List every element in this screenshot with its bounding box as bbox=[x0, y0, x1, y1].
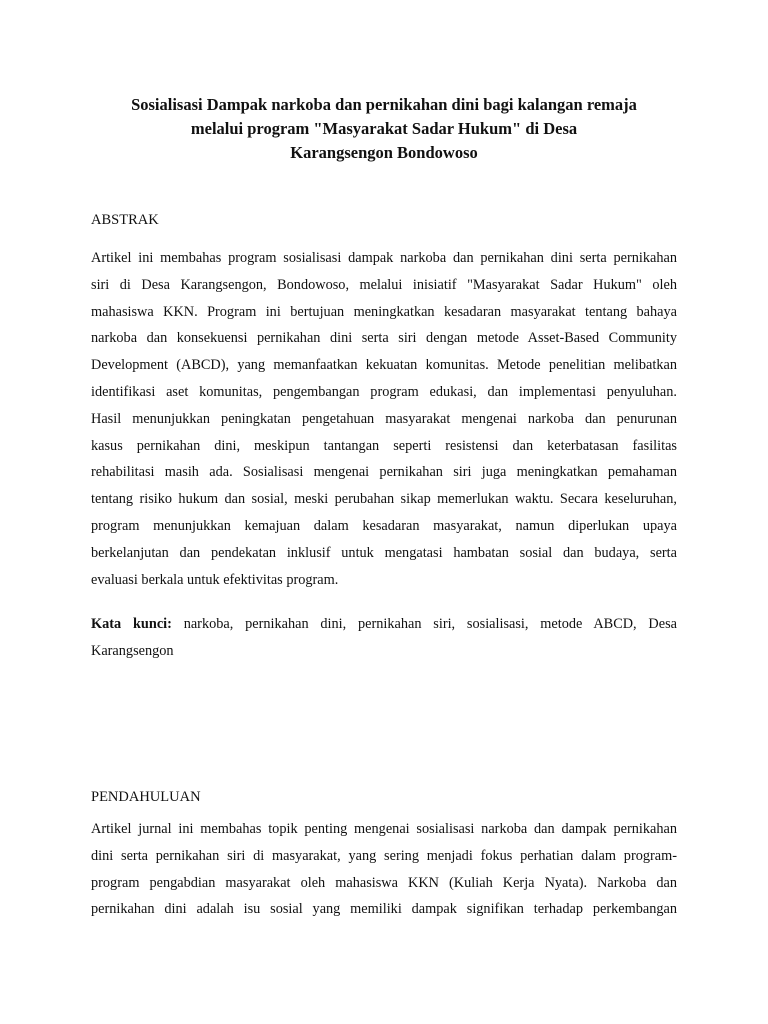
introduction-paragraph bbox=[91, 816, 677, 923]
abstract-line: rehabilitasi masih ada. Sosialisasi mengenai pernikahan siri juga meningkatkan pemahaman bbox=[91, 464, 677, 481]
introduction-line: dini serta pernikahan siri di masyarakat, yang sering menjadi fokus perhatian dalam program- bbox=[91, 847, 677, 864]
introduction-line: pernikahan dini adalah isu sosial yang memiliki dampak signifikan terhadap perkembangan bbox=[91, 901, 677, 918]
abstract-line: evaluasi berkala untuk efektivitas program. bbox=[91, 571, 339, 588]
abstract-line: tentang risiko hukum dan sosial, meski perubahan sikap memerlukan waktu. Secara keseluruhan, bbox=[91, 491, 677, 508]
abstract-line: Development (ABCD), yang memanfaatkan kekuatan komunitas. Metode penelitian melibatkan bbox=[91, 357, 677, 374]
keywords-line: Karangsengon bbox=[91, 642, 174, 659]
title-line: Karangsengon Bondowoso bbox=[290, 143, 478, 162]
abstract-line: program menunjukkan kemajuan dalam kesadaran masyarakat, namun diperlukan upaya bbox=[91, 517, 677, 534]
abstract-line: berkelanjutan dan pendekatan inklusif untuk mengatasi hambatan sosial dan budaya, serta bbox=[91, 544, 677, 561]
introduction-line: Artikel jurnal ini membahas topik penting mengenai sosialisasi narkoba dan dampak pernikahan bbox=[91, 821, 677, 837]
abstract-line: Artikel ini membahas program sosialisasi dampak narkoba dan pernikahan dini serta pernikahan bbox=[91, 250, 677, 266]
abstract-paragraph bbox=[91, 245, 677, 593]
document-title bbox=[90, 93, 678, 165]
abstract-heading: ABSTRAK bbox=[91, 212, 159, 228]
title-line: melalui program "Masyarakat Sadar Hukum" di Desa bbox=[190, 119, 578, 138]
abstract-line: mahasiswa KKN. Program ini bertujuan meningkatkan kesadaran masyarakat tentang bahaya bbox=[91, 303, 677, 320]
keywords-label: Kata kunci: bbox=[91, 616, 172, 632]
keywords-line bbox=[91, 611, 677, 638]
abstract-line: Hasil menunjukkan peningkatan pengetahuan masyarakat mengenai narkoba dan penurunan bbox=[91, 410, 677, 427]
abstract-line: identifikasi aset komunitas, pengembangan program edukasi, dan implementasi penyuluhan. bbox=[91, 383, 677, 400]
keywords-text: narkoba, pernikahan dini, pernikahan siri, sosialisasi, metode ABCD, Desa bbox=[171, 616, 678, 632]
keywords-paragraph bbox=[91, 611, 677, 665]
abstract-line: kasus pernikahan dini, meskipun tantangan seperti resistensi dan keterbatasan fasilitas bbox=[91, 437, 677, 454]
introduction-heading: PENDAHULUAN bbox=[91, 789, 201, 805]
title-line: Sosialisasi Dampak narkoba dan pernikahan dini bagi kalangan remaja bbox=[131, 95, 637, 114]
abstract-line: narkoba dan konsekuensi pernikahan dini serta siri dengan metode Asset-Based Community bbox=[91, 330, 677, 347]
introduction-line: program pengabdian masyarakat oleh mahasiswa KKN (Kuliah Kerja Nyata). Narkoba dan bbox=[91, 874, 677, 891]
abstract-line: siri di Desa Karangsengon, Bondowoso, melalui inisiatif "Masyarakat Sadar Hukum" oleh bbox=[91, 276, 677, 293]
